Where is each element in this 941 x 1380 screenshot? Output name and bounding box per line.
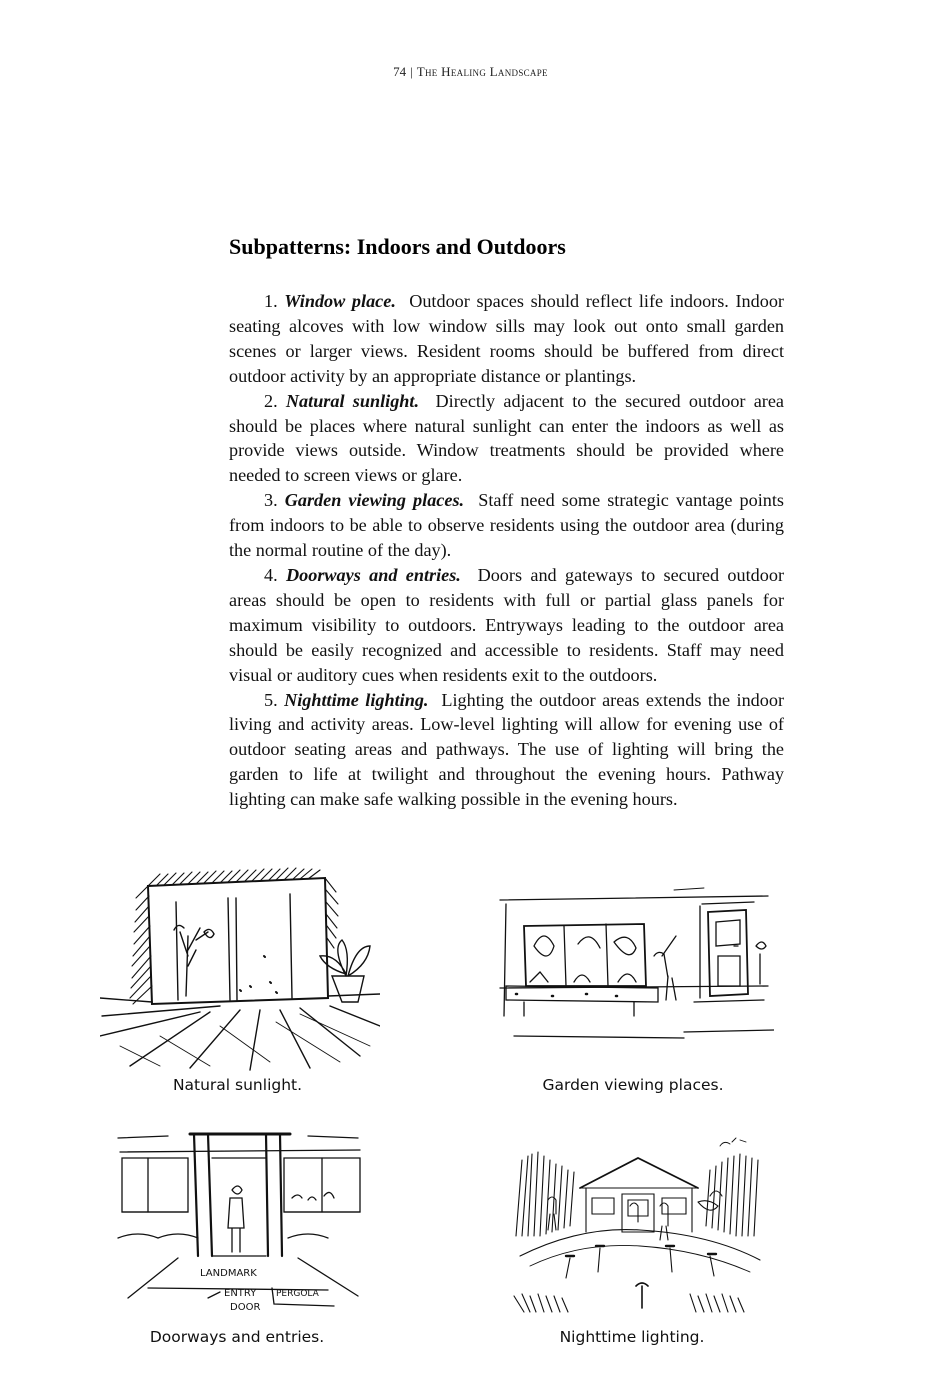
paragraph-text: Outdoor spaces should reflect life indoors. Indoor seating alcoves with low window sills may look out onto small garden scenes or larger views. Resident rooms should be buffered from direct outdoor activity by an appropriate distance or plantings.	[229, 291, 784, 386]
paragraph-garden-viewing	[229, 488, 784, 563]
paragraph-number: 3.	[264, 490, 278, 511]
body-text	[229, 289, 784, 812]
sketch-doorways-and-entries	[108, 1128, 370, 1318]
sketch-natural-sunlight	[100, 866, 380, 1071]
sketch-garden-viewing-places	[494, 886, 774, 1056]
paragraph-number: 2.	[264, 390, 278, 411]
paragraph-text: Lighting the outdoor areas extends the indoor living and activity areas. Low-level lighting will allow for evening use of outdoor seating areas and pathways. The use of lighting will bring the garden to life at twilight and throughout the evening hours. Pathway lighting can make safe walking possible in the evening hours.	[229, 689, 785, 810]
sketch-label-door: DOOR	[230, 1302, 261, 1313]
paragraph-lead: Doorways and entries.	[286, 564, 461, 585]
section-heading: Subpatterns: Indoors and Outdoors	[229, 234, 566, 259]
header-separator: |	[410, 64, 413, 79]
caption-doorways-and-entries: Doorways and entries.	[149, 1328, 325, 1346]
paragraph-window-place	[229, 289, 784, 389]
paragraph-text: Directly adjacent to the secured outdoor area should be places where natural sunlight can enter the indoors as well as provide views outside. Window treatments should be provided where needed to screen views or glare.	[229, 390, 785, 486]
paragraph-number: 1.	[264, 291, 278, 311]
paragraph-text: Staff need some strategic vantage points from indoors to be able to observe residents using the outdoor area (during the normal routine of the day).	[229, 490, 784, 561]
paragraph-number: 4.	[264, 564, 278, 585]
page-number: 74	[393, 64, 407, 79]
paragraph-lead: Window place.	[284, 291, 396, 311]
paragraph-lead: Nighttime lighting.	[284, 689, 429, 710]
paragraph-lead: Natural sunlight.	[285, 390, 420, 411]
sketch-nighttime-lighting	[510, 1136, 766, 1316]
caption-garden-viewing-places: Garden viewing places.	[542, 1076, 724, 1094]
book-title: The Healing Landscape	[416, 64, 548, 79]
sketch-label-entry: ENTRY	[224, 1288, 257, 1299]
paragraph-number: 5.	[264, 689, 278, 710]
paragraph-natural-sunlight	[229, 389, 784, 489]
paragraph-doorways-entries	[229, 563, 784, 688]
caption-nighttime-lighting: Nighttime lighting.	[559, 1328, 705, 1346]
caption-natural-sunlight: Natural sunlight.	[172, 1076, 303, 1094]
sketch-label-pergola: PERGOLA	[276, 1289, 319, 1299]
paragraph-lead: Garden viewing places.	[284, 490, 465, 511]
paragraph-text: Doors and gateways to secured outdoor areas should be open to residents with full or partial glass panels for maximum visibility to outdoors. Entryways leading to the outdoor area should be easily recognized and accessible to residents. Staff may need visual or auditory cues when residents exit to the outdoors.	[229, 564, 785, 685]
running-header	[0, 64, 941, 80]
sketch-label-landmark: LANDMARK	[200, 1268, 257, 1279]
paragraph-nighttime-lighting	[229, 688, 784, 813]
